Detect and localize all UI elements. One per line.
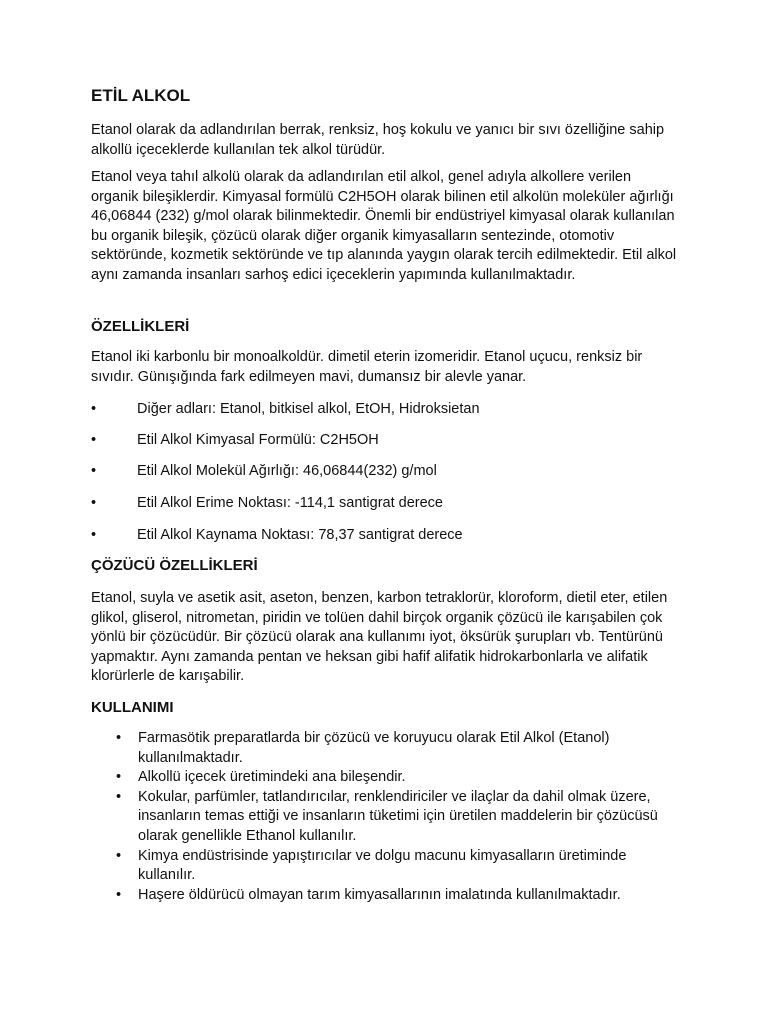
property-text: Diğer adları: Etanol, bitkisel alkol, EtOH, Hidroksietan — [137, 401, 480, 417]
property-text: Etil Alkol Molekül Ağırlığı: 46,06844(232) g/mol — [137, 463, 437, 479]
bullet-icon: • — [91, 495, 97, 511]
property-text: Etil Alkol Kaynama Noktası: 78,37 santigrat derece — [137, 527, 463, 543]
list-item — [91, 788, 681, 847]
document-title: ETİL ALKOL — [91, 86, 191, 105]
solvent-paragraph: Etanol, suyla ve asetik asit, aseton, benzen, karbon tetraklorür, kloroform, dietil eter, etilen glikol, gliserol, nitrometan, piridin ve tolüen dahil birçok organik çözücü ile karışabilen çok yönlü bir çözücüdür. Bir çözücü olarak ana kullanımı iyot, öksürük şurupları vb. Tentürünü yapmaktır. Aynı zamanda pentan ve heksan gibi hafif alifatik hidrokarbonlarla ve alifatik klorürlerle de karışabilir. — [91, 590, 668, 685]
properties-heading: ÖZELLİKLERİ — [91, 318, 190, 335]
bullet-icon: • — [91, 527, 97, 543]
usage-text: Farmasötik preparatlarda bir çözücü ve koruyucu olarak Etil Alkol (Etanol) kullanılmaktadır. — [138, 730, 610, 766]
usage-text: Kimya endüstrisinde yapıştırıcılar ve dolgu macunu kimyasalların üretiminde kullanılır. — [138, 847, 627, 884]
list-item — [91, 847, 681, 886]
intro-paragraph: Etanol olarak da adlandırılan berrak, renksiz, hoş kokulu ve yanıcı bir sıvı özelliğine sahip alkollü içeceklerde kullanılan tek alkol türüdür. — [91, 122, 665, 158]
usage-text: Alkollü içecek üretimindeki ana bileşendir. — [138, 769, 406, 786]
usage-list — [91, 729, 681, 905]
solvent-heading: ÇÖZÜCÜ ÖZELLİKLERİ — [91, 557, 258, 574]
bullet-icon: • — [91, 401, 97, 417]
main-paragraph: Etanol veya tahıl alkolü olarak da adlandırılan etil alkol, genel adıyla alkollere verilen organik bileşiklerdir. Kimyasal formülü C2H5OH olarak bilinen etil alkolün moleküler ağırlığı 46,06844 (232) g/mol olarak bilinmektedir. Önemli bir endüstriyel kimyasal olarak kullanılan bu organik bileşik, çözücü olarak diğer organik kimyasalların sentezinde, otomotiv sektöründe, kozmetik sektöründe ve tıp alanında yaygın olarak tercih edilmektedir. Etil alkol aynı zamanda insanları sarhoş edici içeceklerin yapımında kullanılmaktadır. — [91, 169, 677, 283]
usage-text: Haşere öldürücü olmayan tarım kimyasallarının imalatında kullanılmaktadır. — [138, 886, 621, 903]
bullet-icon: • — [116, 788, 122, 805]
list-item — [91, 768, 681, 788]
bullet-icon: • — [116, 886, 122, 903]
list-item — [91, 886, 681, 906]
properties-paragraph: Etanol iki karbonlu bir monoalkoldür. dimetil eterin izomeridir. Etanol uçucu, renksiz bir sıvıdır. Günışığında fark edilmeyen mavi, dumansız bir alevle yanar. — [91, 349, 643, 385]
bullet-icon: • — [91, 432, 97, 448]
usage-heading: KULLANIMI — [91, 699, 174, 716]
property-text: Etil Alkol Erime Noktası: -114,1 santigrat derece — [137, 495, 443, 511]
usage-text: Kokular, parfümler, tatlandırıcılar, renklendiriciler ve ilaçlar da dahil olmak üzere, insanların temas ettiği ve insanların tüketimi için üretilen maddelerin bir çözücüsü olarak genellikle Ethanol kullanılır. — [138, 788, 658, 844]
bullet-icon: • — [116, 730, 122, 746]
bullet-icon: • — [116, 847, 122, 864]
bullet-icon: • — [91, 463, 97, 479]
property-text: Etil Alkol Kimyasal Formülü: C2H5OH — [137, 432, 379, 448]
bullet-icon: • — [116, 769, 122, 786]
list-item — [91, 729, 681, 768]
